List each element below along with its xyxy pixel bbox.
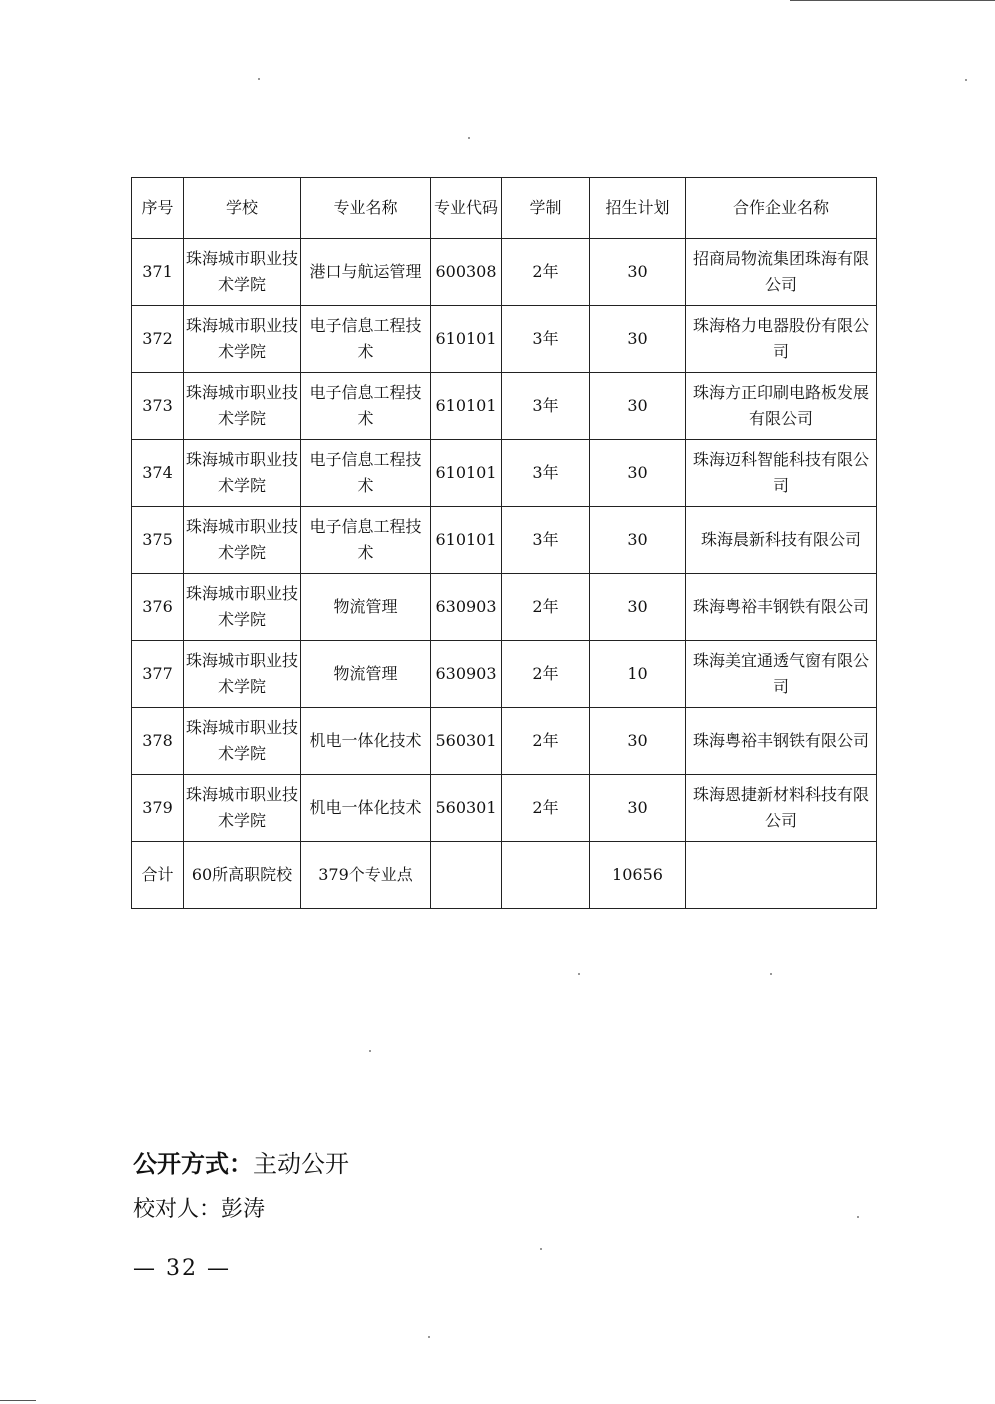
total-cell-plan: 10656 [590,842,686,909]
disclosure-label: 公开方式： [133,1150,253,1178]
cell-school: 珠海城市职业技术学院 [184,507,301,574]
cell-plan: 30 [590,373,686,440]
column-header: 专业名称 [301,178,431,239]
cell-code: 610101 [431,507,502,574]
table-row [132,641,877,708]
cell-code: 560301 [431,708,502,775]
column-header: 专业代码 [431,178,502,239]
cell-company: 珠海方正印刷电路板发展有限公司 [686,373,877,440]
enrollment-table [131,177,877,909]
table-row [132,507,877,574]
cell-length: 3年 [502,440,590,507]
scan-speck [770,973,772,975]
page-number: — 32 — [133,1256,231,1281]
scan-speck [468,137,470,139]
cell-plan: 30 [590,306,686,373]
cell-company: 珠海格力电器股份有限公司 [686,306,877,373]
disclosure-line [133,1144,349,1179]
cell-length: 3年 [502,507,590,574]
cell-no: 372 [132,306,184,373]
cell-code: 560301 [431,775,502,842]
cell-major: 物流管理 [301,641,431,708]
cell-no: 377 [132,641,184,708]
cell-major: 电子信息工程技术 [301,306,431,373]
cell-length: 2年 [502,574,590,641]
column-header: 学校 [184,178,301,239]
scan-edge-mark-bottom [0,1400,36,1401]
total-cell-length [502,842,590,909]
cell-length: 2年 [502,775,590,842]
cell-major: 电子信息工程技术 [301,507,431,574]
cell-plan: 30 [590,574,686,641]
total-cell-code [431,842,502,909]
cell-school: 珠海城市职业技术学院 [184,708,301,775]
table-row [132,373,877,440]
cell-school: 珠海城市职业技术学院 [184,440,301,507]
cell-code: 630903 [431,641,502,708]
total-row [132,842,877,909]
table-row [132,239,877,306]
cell-plan: 30 [590,507,686,574]
table-body [132,239,877,909]
cell-length: 2年 [502,239,590,306]
cell-code: 630903 [431,574,502,641]
cell-company: 珠海恩捷新材料科技有限公司 [686,775,877,842]
disclosure-value: 主动公开 [253,1150,349,1178]
cell-major: 机电一体化技术 [301,708,431,775]
cell-code: 610101 [431,440,502,507]
cell-plan: 10 [590,641,686,708]
table-row [132,574,877,641]
cell-plan: 30 [590,708,686,775]
cell-no: 375 [132,507,184,574]
cell-school: 珠海城市职业技术学院 [184,373,301,440]
cell-length: 2年 [502,708,590,775]
total-cell-no: 合计 [132,842,184,909]
cell-company: 招商局物流集团珠海有限公司 [686,239,877,306]
column-header: 学制 [502,178,590,239]
cell-company: 珠海粤裕丰钢铁有限公司 [686,574,877,641]
cell-plan: 30 [590,440,686,507]
total-cell-school: 60所高职院校 [184,842,301,909]
cell-code: 610101 [431,306,502,373]
cell-school: 珠海城市职业技术学院 [184,574,301,641]
scan-speck [540,1248,542,1250]
cell-no: 376 [132,574,184,641]
scan-speck [965,79,967,81]
scan-speck [369,1050,371,1052]
cell-school: 珠海城市职业技术学院 [184,641,301,708]
cell-company: 珠海晨新科技有限公司 [686,507,877,574]
proofreader-label: 校对人： [133,1197,222,1222]
scan-speck [258,78,260,80]
column-header: 序号 [132,178,184,239]
cell-major: 物流管理 [301,574,431,641]
table-row [132,708,877,775]
column-header: 招生计划 [590,178,686,239]
table-header-row [132,178,877,239]
table-row [132,440,877,507]
proofreader-line [133,1192,265,1223]
cell-school: 珠海城市职业技术学院 [184,306,301,373]
cell-company: 珠海美宜通透气窗有限公司 [686,641,877,708]
cell-major: 电子信息工程技术 [301,373,431,440]
cell-no: 373 [132,373,184,440]
scan-edge-mark-top [790,0,995,1]
cell-no: 379 [132,775,184,842]
cell-major: 机电一体化技术 [301,775,431,842]
cell-no: 378 [132,708,184,775]
cell-plan: 30 [590,775,686,842]
scan-speck [857,1216,859,1218]
total-cell-company [686,842,877,909]
cell-company: 珠海粤裕丰钢铁有限公司 [686,708,877,775]
cell-school: 珠海城市职业技术学院 [184,239,301,306]
cell-no: 371 [132,239,184,306]
table-row [132,775,877,842]
cell-code: 600308 [431,239,502,306]
cell-code: 610101 [431,373,502,440]
total-cell-major: 379个专业点 [301,842,431,909]
cell-company: 珠海迈科智能科技有限公司 [686,440,877,507]
proofreader-value: 彭涛 [221,1197,266,1222]
cell-length: 3年 [502,306,590,373]
cell-major: 港口与航运管理 [301,239,431,306]
cell-school: 珠海城市职业技术学院 [184,775,301,842]
cell-length: 2年 [502,641,590,708]
cell-length: 3年 [502,373,590,440]
column-header: 合作企业名称 [686,178,877,239]
cell-major: 电子信息工程技术 [301,440,431,507]
scan-speck [578,973,580,975]
table-row [132,306,877,373]
cell-plan: 30 [590,239,686,306]
cell-no: 374 [132,440,184,507]
scan-speck [428,1336,430,1338]
